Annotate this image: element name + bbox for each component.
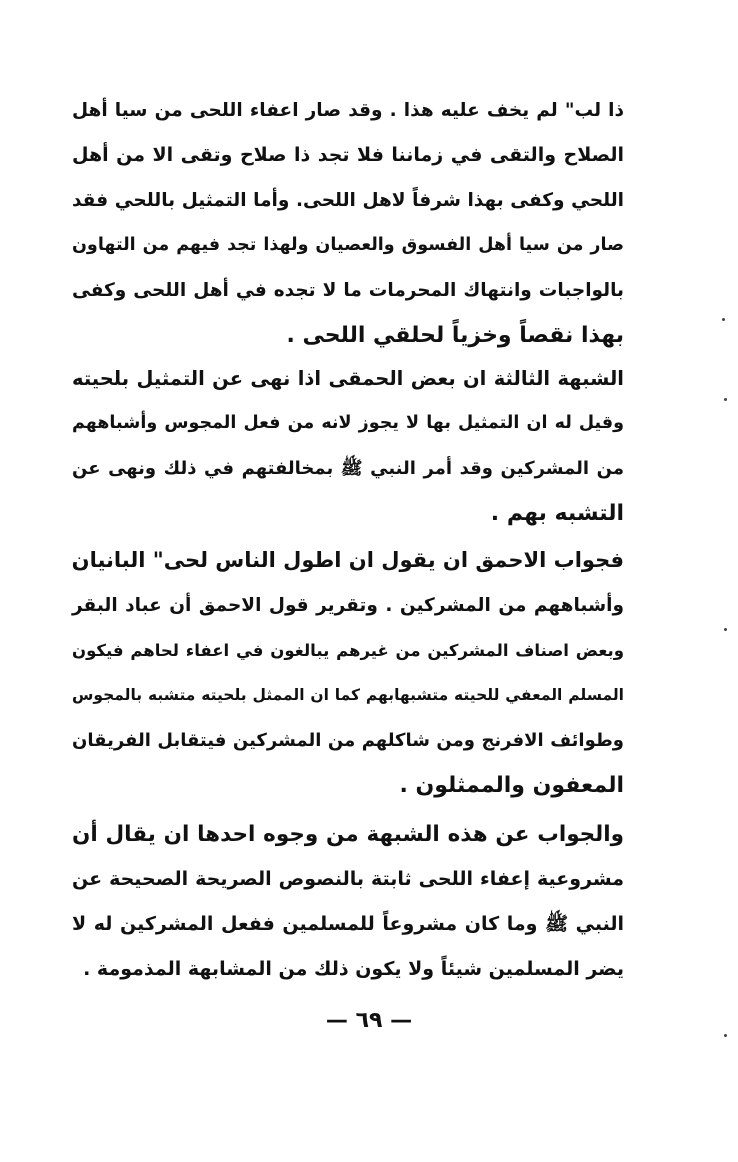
- text-line: ذا لب" لم يخف عليه هذا . وقد صار اعفاء اللحى من سيا أهل: [72, 100, 624, 121]
- text-line: بالواجبات وانتهاك المحرمات ما لا تجده في أهل اللحى وكفى: [72, 280, 624, 301]
- text-line: الشبهة الثالثة ان بعض الحمقى اذا نهى عن التمثيل بلحيته: [72, 367, 624, 390]
- scan-speck: [724, 628, 727, 631]
- text-line: المسلم المعفي للحيته متشبهابهم كما ان الممثل بلحيته متشبه بالمجوس: [72, 686, 624, 704]
- paragraph-3: [72, 538, 624, 808]
- text-line: المعفون والممثلون .: [399, 773, 624, 798]
- text-line: من المشركين وقد أمر النبي ﷺ بمخالفتهم في ذلك ونهى عن: [72, 458, 624, 479]
- text-line: اللحي وكفى بهذا شرفاً لاهل اللحى. وأما التمثيل باللحي فقد: [72, 190, 624, 211]
- paragraph-1: [72, 88, 624, 358]
- text-line: فجواب الاحمق ان يقول ان اطول الناس لحى" البانيان: [71, 548, 624, 572]
- paragraph-2: [72, 356, 624, 536]
- text-line: بهذا نقصاً وخزياً لحلقي اللحى .: [286, 323, 624, 348]
- scan-speck: [724, 398, 727, 401]
- text-line: وبعض اصناف المشركين من غيرهم يبالغون في اعفاء لحاهم فيكون: [72, 641, 624, 660]
- text-line: التشبه بهم .: [490, 501, 624, 526]
- paragraph-4: [72, 812, 624, 992]
- scan-speck: [724, 1034, 727, 1037]
- text-line: وطوائف الافرنج ومن شاكلهم من المشركين فيتقابل الفريقان: [72, 730, 624, 751]
- text-line: الصلاح والتقى في زماننا فلا تجد ذا صلاح وتقى الا من أهل: [72, 144, 624, 166]
- text-line: يضر المسلمين شيئاً ولا يكون ذلك من المشابهة المذمومة .: [83, 958, 624, 980]
- text-line: مشروعية إعفاء اللحى ثابتة بالنصوص الصريحة الصحيحة عن: [72, 868, 624, 890]
- page-number: — ٦٩ —: [325, 1008, 413, 1033]
- text-line: وأشباههم من المشركين . وتقرير قول الاحمق أن عباد البقر: [72, 595, 624, 616]
- text-line: والجواب عن هذه الشبهة من وجوه احدها ان يقال أن: [72, 822, 624, 847]
- text-line: وقيل له ان التمثيل بها لا يجوز لانه من فعل المجوس وأشباههم: [72, 413, 624, 433]
- text-line: النبي ﷺ وما كان مشروعاً للمسلمين ففعل المشركين له لا: [72, 913, 624, 935]
- text-line: صار من سيا أهل الفسوق والعصيان ولهذا تجد فيهم من التهاون: [72, 235, 624, 255]
- scan-speck: [722, 318, 725, 321]
